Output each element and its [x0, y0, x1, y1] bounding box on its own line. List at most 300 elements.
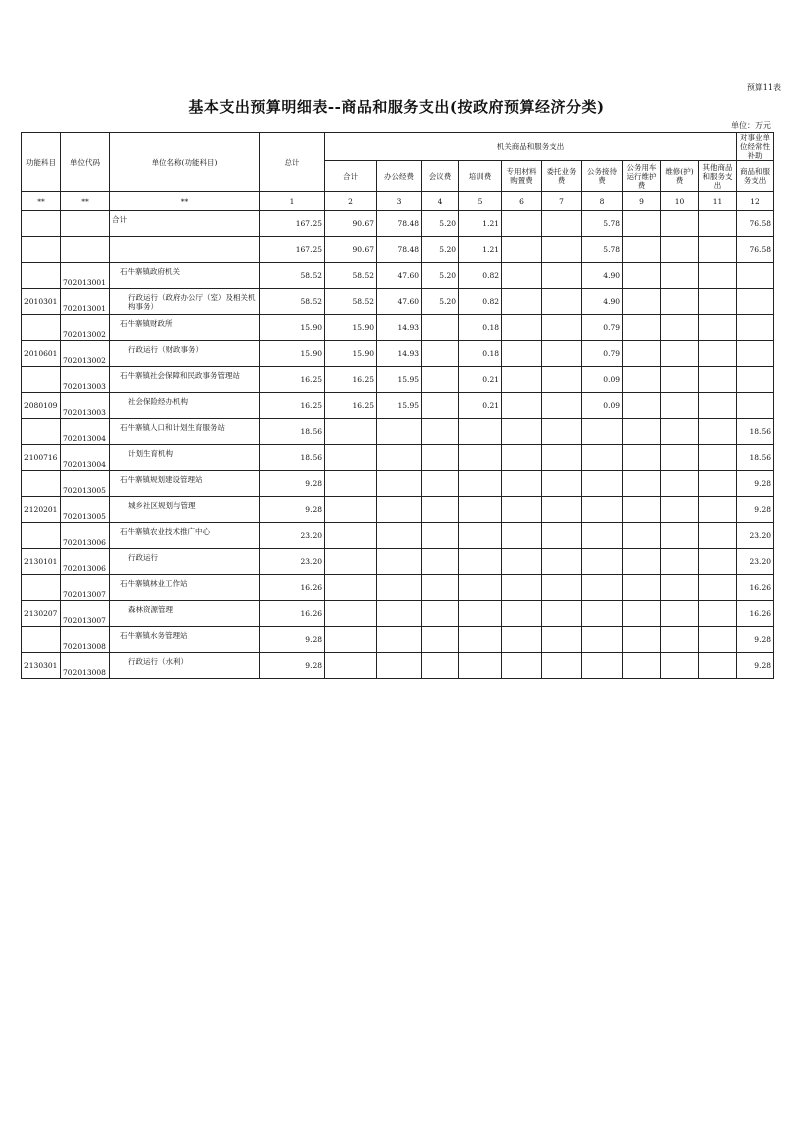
unit-name-cell: 石牛寨镇社会保障和民政事务管理站 — [110, 367, 260, 393]
amount-cell — [623, 315, 661, 341]
unit-name-cell: 行政运行（财政事务） — [110, 341, 260, 367]
amount-cell — [422, 549, 459, 575]
amount-cell — [661, 445, 699, 471]
amount-cell — [422, 497, 459, 523]
amount-cell — [661, 419, 699, 445]
header-unit-name: 单位名称(功能科目) — [110, 133, 260, 192]
amount-cell — [542, 419, 582, 445]
amount-cell: 15.90 — [260, 341, 325, 367]
amount-cell — [661, 627, 699, 653]
amount-cell: 9.28 — [737, 471, 774, 497]
amount-cell: 78.48 — [377, 237, 422, 263]
amount-cell — [422, 471, 459, 497]
amount-cell: 76.58 — [737, 237, 774, 263]
amount-cell — [422, 445, 459, 471]
amount-cell — [542, 445, 582, 471]
amount-cell: 58.52 — [260, 289, 325, 315]
table-row — [22, 367, 774, 393]
amount-cell: 5.78 — [582, 211, 623, 237]
amount-cell: 5.20 — [422, 237, 459, 263]
header-col: 公务用车运行维护费 — [623, 161, 661, 192]
index-cell: 12 — [737, 192, 774, 211]
table-body — [22, 211, 774, 679]
amount-cell — [377, 601, 422, 627]
func-subject-cell — [22, 471, 61, 497]
amount-cell: 0.79 — [582, 315, 623, 341]
amount-cell — [502, 393, 542, 419]
unit-code-cell: 702013008 — [61, 653, 110, 679]
amount-cell — [459, 627, 502, 653]
amount-cell: 1.21 — [459, 237, 502, 263]
header-col: 办公经费 — [377, 161, 422, 192]
amount-cell — [459, 601, 502, 627]
amount-cell — [623, 263, 661, 289]
index-cell: 2 — [325, 192, 377, 211]
page-title: 基本支出预算明细表--商品和服务支出(按政府预算经济分类) — [188, 98, 605, 116]
amount-cell — [542, 237, 582, 263]
amount-cell: 23.20 — [260, 523, 325, 549]
amount-cell: 16.25 — [325, 367, 377, 393]
amount-cell: 9.28 — [260, 627, 325, 653]
amount-cell — [422, 419, 459, 445]
amount-cell — [623, 445, 661, 471]
amount-cell: 9.28 — [260, 497, 325, 523]
amount-cell — [582, 497, 623, 523]
amount-cell — [737, 289, 774, 315]
unit-code-cell: 702013007 — [61, 601, 110, 627]
amount-cell — [325, 653, 377, 679]
amount-cell — [582, 471, 623, 497]
amount-cell: 5.20 — [422, 211, 459, 237]
amount-cell — [502, 237, 542, 263]
amount-cell — [699, 497, 737, 523]
amount-cell — [325, 419, 377, 445]
amount-cell — [623, 341, 661, 367]
amount-cell — [422, 653, 459, 679]
amount-cell: 23.20 — [260, 549, 325, 575]
index-cell: ** — [110, 192, 260, 211]
amount-cell — [661, 211, 699, 237]
amount-cell — [502, 627, 542, 653]
table-row — [22, 341, 774, 367]
amount-cell — [661, 315, 699, 341]
amount-cell — [661, 497, 699, 523]
amount-cell — [377, 497, 422, 523]
func-subject-cell — [22, 627, 61, 653]
amount-cell — [623, 211, 661, 237]
unit-code-cell: 702013005 — [61, 497, 110, 523]
amount-cell — [377, 471, 422, 497]
amount-cell — [542, 393, 582, 419]
amount-cell — [661, 471, 699, 497]
amount-cell — [699, 627, 737, 653]
amount-cell — [582, 653, 623, 679]
amount-cell — [502, 263, 542, 289]
func-subject-cell: 2010301 — [22, 289, 61, 315]
index-cell: ** — [22, 192, 61, 211]
unit-name-cell — [110, 237, 260, 263]
amount-cell — [422, 523, 459, 549]
amount-cell — [661, 575, 699, 601]
table-row — [22, 237, 774, 263]
table-row — [22, 471, 774, 497]
unit-name-cell: 石牛寨镇财政所 — [110, 315, 260, 341]
index-cell: ** — [61, 192, 110, 211]
unit-code-cell: 702013001 — [61, 263, 110, 289]
amount-cell: 47.60 — [377, 263, 422, 289]
amount-cell — [699, 211, 737, 237]
amount-cell: 15.95 — [377, 393, 422, 419]
amount-cell — [325, 523, 377, 549]
table-row — [22, 497, 774, 523]
amount-cell — [377, 549, 422, 575]
header-col: 专用材料购置费 — [502, 161, 542, 192]
index-cell: 3 — [377, 192, 422, 211]
amount-cell — [623, 497, 661, 523]
amount-cell — [582, 445, 623, 471]
amount-cell — [699, 315, 737, 341]
amount-cell — [623, 367, 661, 393]
unit-code-cell: 702013005 — [61, 471, 110, 497]
amount-cell — [699, 549, 737, 575]
amount-cell — [502, 367, 542, 393]
amount-cell — [737, 315, 774, 341]
amount-cell: 0.18 — [459, 341, 502, 367]
amount-cell — [502, 341, 542, 367]
amount-cell — [582, 627, 623, 653]
func-subject-cell — [22, 315, 61, 341]
amount-cell — [502, 601, 542, 627]
unit-code-cell: 702013003 — [61, 367, 110, 393]
index-cell: 8 — [582, 192, 623, 211]
amount-cell — [325, 549, 377, 575]
index-cell: 5 — [459, 192, 502, 211]
amount-cell: 0.21 — [459, 393, 502, 419]
amount-cell — [661, 263, 699, 289]
amount-cell — [699, 575, 737, 601]
func-subject-cell — [22, 419, 61, 445]
amount-cell — [623, 419, 661, 445]
amount-cell: 16.26 — [260, 601, 325, 627]
amount-cell — [377, 653, 422, 679]
func-subject-cell — [22, 263, 61, 289]
header-group-org: 机关商品和服务支出 — [325, 133, 737, 161]
amount-cell — [661, 367, 699, 393]
amount-cell — [623, 601, 661, 627]
amount-cell — [623, 549, 661, 575]
amount-cell: 1.21 — [459, 211, 502, 237]
amount-cell — [459, 471, 502, 497]
amount-cell — [459, 497, 502, 523]
amount-cell — [377, 523, 422, 549]
unit-name-cell: 石牛寨镇水务管理站 — [110, 627, 260, 653]
table-row — [22, 601, 774, 627]
amount-cell — [325, 497, 377, 523]
amount-cell: 16.25 — [260, 393, 325, 419]
amount-cell — [542, 549, 582, 575]
unit-code-cell: 702013001 — [61, 289, 110, 315]
func-subject-cell — [22, 367, 61, 393]
amount-cell: 15.90 — [325, 315, 377, 341]
table-row — [22, 575, 774, 601]
header-col: 维修(护)费 — [661, 161, 699, 192]
amount-cell — [699, 653, 737, 679]
header-col: 其他商品和服务支出 — [699, 161, 737, 192]
unit-name-cell: 石牛寨镇林业工作站 — [110, 575, 260, 601]
func-subject-cell: 2080109 — [22, 393, 61, 419]
amount-cell: 0.82 — [459, 263, 502, 289]
unit-name-cell: 石牛寨镇农业技术推广中心 — [110, 523, 260, 549]
amount-cell — [459, 653, 502, 679]
amount-cell — [422, 601, 459, 627]
amount-cell: 5.20 — [422, 263, 459, 289]
func-subject-cell: 2010601 — [22, 341, 61, 367]
amount-cell: 16.25 — [260, 367, 325, 393]
form-number: 预算11表 — [746, 83, 781, 92]
amount-cell — [502, 289, 542, 315]
amount-cell — [737, 341, 774, 367]
amount-cell: 16.26 — [260, 575, 325, 601]
amount-cell: 16.26 — [737, 575, 774, 601]
unit-code-cell — [61, 211, 110, 237]
amount-cell — [699, 419, 737, 445]
amount-cell — [325, 471, 377, 497]
amount-cell: 23.20 — [737, 523, 774, 549]
amount-cell: 14.93 — [377, 341, 422, 367]
amount-cell — [699, 289, 737, 315]
func-subject-cell: 2130101 — [22, 549, 61, 575]
amount-cell: 78.48 — [377, 211, 422, 237]
amount-cell — [699, 341, 737, 367]
amount-cell: 0.09 — [582, 367, 623, 393]
header-group-inst: 对事业单位经常性补助 — [737, 133, 774, 161]
amount-cell: 5.20 — [422, 289, 459, 315]
amount-cell — [377, 627, 422, 653]
table-row — [22, 393, 774, 419]
amount-cell — [422, 367, 459, 393]
amount-cell — [582, 549, 623, 575]
amount-cell — [582, 601, 623, 627]
index-cell: 10 — [661, 192, 699, 211]
amount-cell — [502, 445, 542, 471]
unit-label: 单位：万元 — [731, 121, 771, 130]
amount-cell — [325, 445, 377, 471]
func-subject-cell: 2130301 — [22, 653, 61, 679]
amount-cell — [459, 549, 502, 575]
unit-code-cell: 702013004 — [61, 445, 110, 471]
index-cell: 4 — [422, 192, 459, 211]
amount-cell — [542, 497, 582, 523]
amount-cell — [661, 289, 699, 315]
amount-cell — [623, 575, 661, 601]
amount-cell: 16.25 — [325, 393, 377, 419]
header-col: 会议费 — [422, 161, 459, 192]
amount-cell: 167.25 — [260, 211, 325, 237]
table-row — [22, 445, 774, 471]
amount-cell: 23.20 — [737, 549, 774, 575]
func-subject-cell: 2120201 — [22, 497, 61, 523]
amount-cell — [623, 523, 661, 549]
func-subject-cell: 2130207 — [22, 601, 61, 627]
amount-cell — [422, 627, 459, 653]
unit-name-cell: 社会保险经办机构 — [110, 393, 260, 419]
unit-code-cell: 702013006 — [61, 549, 110, 575]
amount-cell: 0.21 — [459, 367, 502, 393]
amount-cell — [325, 601, 377, 627]
amount-cell — [542, 341, 582, 367]
amount-cell: 18.56 — [260, 445, 325, 471]
unit-name-cell: 行政运行（政府办公厅（室）及相关机构事务） — [110, 289, 260, 315]
table-row — [22, 653, 774, 679]
amount-cell — [623, 653, 661, 679]
amount-cell — [661, 393, 699, 419]
amount-cell: 9.28 — [737, 627, 774, 653]
amount-cell: 5.78 — [582, 237, 623, 263]
amount-cell — [422, 575, 459, 601]
unit-name-cell: 石牛寨镇规划建设管理站 — [110, 471, 260, 497]
amount-cell — [377, 445, 422, 471]
unit-name-cell: 行政运行（水利） — [110, 653, 260, 679]
header-func-subject: 功能科目 — [22, 133, 61, 192]
table-row — [22, 549, 774, 575]
amount-cell: 9.28 — [260, 471, 325, 497]
amount-cell — [737, 393, 774, 419]
amount-cell — [502, 523, 542, 549]
amount-cell: 167.25 — [260, 237, 325, 263]
amount-cell — [459, 419, 502, 445]
budget-table — [21, 132, 774, 679]
amount-cell — [623, 627, 661, 653]
index-cell: 7 — [542, 192, 582, 211]
amount-cell: 9.28 — [260, 653, 325, 679]
amount-cell — [582, 523, 623, 549]
amount-cell — [623, 393, 661, 419]
amount-cell — [623, 237, 661, 263]
amount-cell — [377, 419, 422, 445]
amount-cell: 0.09 — [582, 393, 623, 419]
amount-cell: 15.90 — [325, 341, 377, 367]
unit-name-cell: 行政运行 — [110, 549, 260, 575]
func-subject-cell — [22, 237, 61, 263]
amount-cell — [542, 601, 582, 627]
amount-cell: 58.52 — [260, 263, 325, 289]
amount-cell — [422, 315, 459, 341]
func-subject-cell — [22, 575, 61, 601]
unit-name-cell: 合计 — [110, 211, 260, 237]
header-col: 公务接待费 — [582, 161, 623, 192]
table-row — [22, 523, 774, 549]
amount-cell: 18.56 — [737, 419, 774, 445]
amount-cell: 4.90 — [582, 289, 623, 315]
amount-cell: 0.82 — [459, 289, 502, 315]
amount-cell — [325, 627, 377, 653]
amount-cell: 76.58 — [737, 211, 774, 237]
amount-cell: 14.93 — [377, 315, 422, 341]
amount-cell: 47.60 — [377, 289, 422, 315]
amount-cell — [661, 341, 699, 367]
amount-cell — [699, 393, 737, 419]
amount-cell: 90.67 — [325, 237, 377, 263]
amount-cell — [699, 367, 737, 393]
amount-cell — [582, 419, 623, 445]
amount-cell — [542, 211, 582, 237]
amount-cell: 15.95 — [377, 367, 422, 393]
amount-cell: 4.90 — [582, 263, 623, 289]
amount-cell: 0.18 — [459, 315, 502, 341]
amount-cell — [699, 263, 737, 289]
index-cell: 1 — [260, 192, 325, 211]
table-row — [22, 211, 774, 237]
amount-cell — [502, 497, 542, 523]
amount-cell — [502, 575, 542, 601]
amount-cell — [502, 653, 542, 679]
amount-cell — [459, 445, 502, 471]
amount-cell: 18.56 — [737, 445, 774, 471]
header-col: 商品和服务支出 — [737, 161, 774, 192]
amount-cell — [502, 471, 542, 497]
amount-cell — [542, 627, 582, 653]
unit-code-cell: 702013003 — [61, 393, 110, 419]
unit-name-cell: 计划生育机构 — [110, 445, 260, 471]
amount-cell: 0.79 — [582, 341, 623, 367]
unit-code-cell — [61, 237, 110, 263]
unit-name-cell: 石牛寨镇人口和计划生育服务站 — [110, 419, 260, 445]
amount-cell — [661, 653, 699, 679]
table-row — [22, 419, 774, 445]
header-total: 总计 — [260, 133, 325, 192]
table-row — [22, 263, 774, 289]
amount-cell: 90.67 — [325, 211, 377, 237]
amount-cell — [542, 289, 582, 315]
amount-cell — [661, 549, 699, 575]
amount-cell — [502, 419, 542, 445]
amount-cell — [661, 601, 699, 627]
unit-code-cell: 702013002 — [61, 315, 110, 341]
amount-cell — [542, 367, 582, 393]
unit-code-cell: 702013006 — [61, 523, 110, 549]
header-unit-code: 单位代码 — [61, 133, 110, 192]
amount-cell — [699, 237, 737, 263]
amount-cell — [422, 393, 459, 419]
amount-cell — [699, 523, 737, 549]
amount-cell — [502, 315, 542, 341]
amount-cell — [623, 471, 661, 497]
amount-cell — [502, 211, 542, 237]
header-col: 合计 — [325, 161, 377, 192]
amount-cell: 58.52 — [325, 263, 377, 289]
amount-cell — [502, 549, 542, 575]
amount-cell — [623, 289, 661, 315]
amount-cell — [661, 237, 699, 263]
header-col: 培训费 — [459, 161, 502, 192]
amount-cell: 16.26 — [737, 601, 774, 627]
amount-cell: 9.28 — [737, 497, 774, 523]
amount-cell — [699, 445, 737, 471]
unit-code-cell: 702013002 — [61, 341, 110, 367]
amount-cell — [422, 341, 459, 367]
header-col: 委托业务费 — [542, 161, 582, 192]
table-row — [22, 315, 774, 341]
table-row — [22, 289, 774, 315]
amount-cell — [699, 601, 737, 627]
amount-cell: 18.56 — [260, 419, 325, 445]
func-subject-cell — [22, 523, 61, 549]
index-cell: 6 — [502, 192, 542, 211]
amount-cell — [542, 471, 582, 497]
amount-cell — [542, 575, 582, 601]
amount-cell — [582, 575, 623, 601]
amount-cell: 9.28 — [737, 653, 774, 679]
